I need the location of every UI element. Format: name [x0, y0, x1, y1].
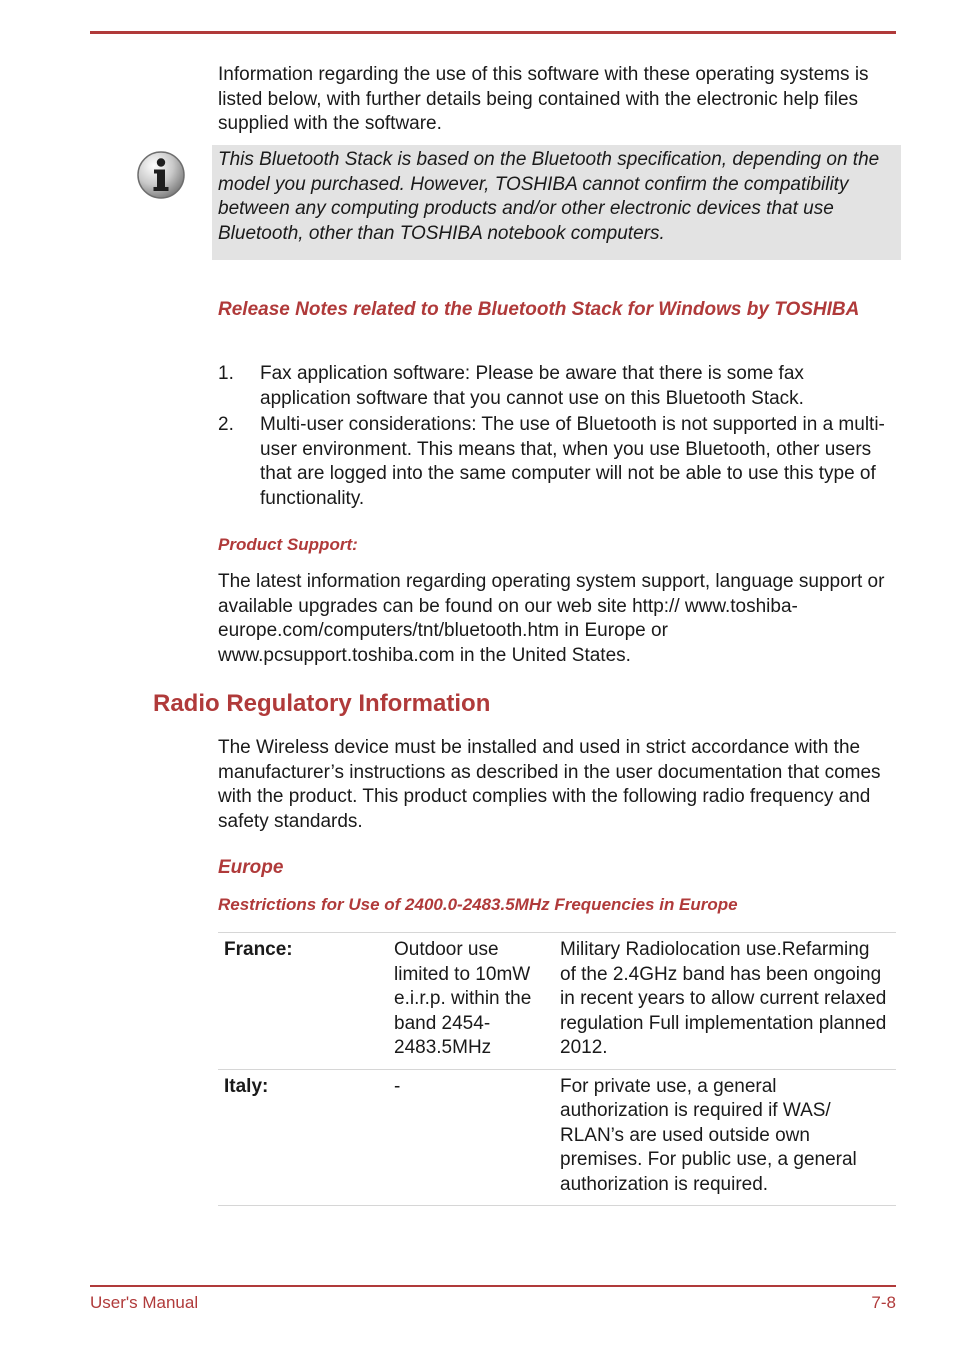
table-row — [218, 1069, 896, 1206]
top-rule — [90, 31, 896, 34]
limit-cell: Outdoor use limited to 10mW e.i.r.p. within the band 2454-2483.5MHz — [388, 933, 554, 1070]
limit-cell: - — [388, 1069, 554, 1206]
note-cell: For private use, a general authorization is required if WAS/ RLAN’s are used outside own premises. For public use, a general authorization is required. — [554, 1069, 896, 1206]
info-icon — [136, 150, 186, 200]
bottom-rule — [90, 1285, 896, 1287]
country-cell: Italy: — [218, 1069, 388, 1206]
list-item — [218, 362, 898, 411]
release-notes-list — [218, 362, 898, 511]
europe-heading: Europe — [218, 857, 284, 878]
footer-title: User's Manual — [90, 1293, 199, 1312]
list-item — [218, 413, 898, 511]
list-item-number: 1. — [218, 363, 234, 384]
note-cell: Military Radiolocation use.Refarming of the 2.4GHz band has been ongoing in recent years to allow current relaxed regulation Full implementation planned 2012. — [554, 933, 896, 1070]
list-item-text: Fax application software: Please be aware that there is some fax application software that you cannot use on this Bluetooth Stack. — [260, 363, 804, 409]
radio-regulatory-title: Radio Regulatory Information — [153, 690, 491, 717]
list-item-number: 2. — [218, 414, 234, 435]
intro-paragraph: Information regarding the use of this software with these operating systems is listed below, with further details being contained with the electronic help files supplied with the software. — [218, 64, 869, 134]
list-item-text: Multi-user considerations: The use of Bluetooth is not supported in a multi-user environment. This means that, when you use Bluetooth, other users that are logged into the same computer will not be able to use this type of functionality. — [260, 414, 885, 509]
note-text: This Bluetooth Stack is based on the Bluetooth specification, depending on the model you purchased. However, TOSHIBA cannot confirm the compatibility between any computing products and/or other electronic devices that use Bluetooth, other than TOSHIBA notebook computers. — [218, 149, 880, 244]
restrictions-heading: Restrictions for Use of 2400.0-2483.5MHz Frequencies in Europe — [218, 895, 738, 914]
radio-regulatory-text: The Wireless device must be installed and used in strict accordance with the manufacturer’s instructions as described in the user documentation that comes with the product. This product complies with the following radio frequency and safety standards. — [218, 737, 881, 832]
country-cell: France: — [218, 933, 388, 1070]
release-notes-heading: Release Notes related to the Bluetooth Stack for Windows by TOSHIBA — [218, 299, 860, 320]
restrictions-table — [218, 932, 896, 1206]
product-support-heading: Product Support: — [218, 535, 358, 554]
table-row — [218, 933, 896, 1070]
product-support-text: The latest information regarding operating system support, language support or available upgrades can be found on our web site http:// www.toshiba-europe.com/computers/tnt/bluetooth.htm in Europe or www.pcsupport.toshiba.com in the United States. — [218, 571, 885, 666]
page-number: 7-8 — [871, 1293, 896, 1312]
